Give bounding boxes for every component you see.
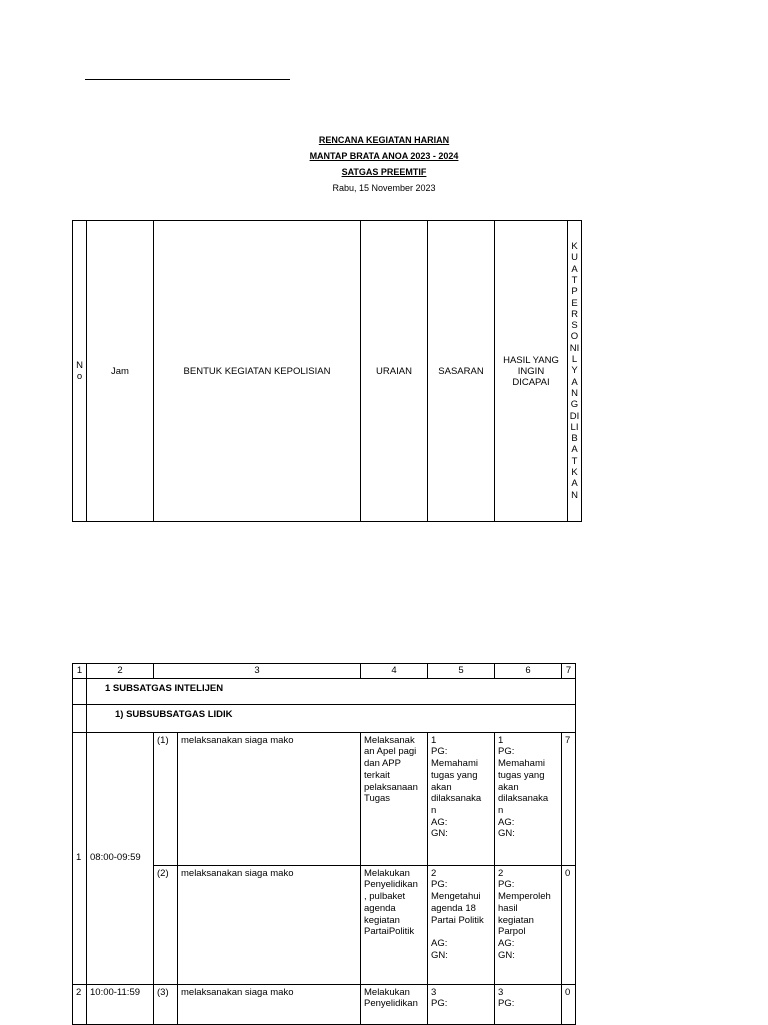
signature-line [85, 79, 290, 80]
header-jam: Jam [87, 221, 154, 522]
header-table [72, 220, 582, 522]
col-number: 6 [495, 664, 562, 679]
activity-table [72, 663, 576, 1025]
row-index: (3) [154, 984, 178, 1024]
column-number-row [73, 664, 576, 679]
subsection-heading: 1) SUBSUBSATGAS LIDIK [87, 704, 576, 732]
row-hasil: 3 PG: [495, 984, 562, 1024]
table-row [73, 984, 576, 1024]
col-number: 2 [87, 664, 154, 679]
row-uraian: Melakukan Penyelidikan [361, 984, 428, 1024]
title-line-1: RENCANA KEGIATAN HARIAN [318, 135, 450, 145]
table-row [73, 732, 576, 865]
row-kegiatan: melaksanakan siaga mako [178, 865, 361, 984]
header-no: No [73, 221, 87, 522]
row-uraian: Melaksanak an Apel pagi dan APP terkait pelaksanaan Tugas [361, 732, 428, 865]
title-date: Rabu, 15 November 2023 [332, 183, 436, 193]
document-title [0, 132, 768, 196]
row-hasil: 1 PG: Memahami tugas yang akan dilaksanaka n AG: GN: [495, 732, 562, 865]
row-kegiatan: melaksanakan siaga mako [178, 984, 361, 1024]
header-hasil: HASIL YANG INGIN DICAPAI [495, 221, 568, 522]
col-number: 3 [154, 664, 361, 679]
row-jam: 08:00-09:59 [87, 732, 154, 984]
row-sasaran: 2 PG: Mengetahui agenda 18 Partai Politik AG: GN: [428, 865, 495, 984]
row-hasil: 2 PG: Memperoleh hasil kegiatan Parpol AG: GN: [495, 865, 562, 984]
row-kuat: 7 [562, 732, 576, 865]
col-number: 7 [562, 664, 576, 679]
row-kegiatan: melaksanakan siaga mako [178, 732, 361, 865]
row-index: (1) [154, 732, 178, 865]
title-line-2: MANTAP BRATA ANOA 2023 - 2024 [309, 151, 459, 161]
header-bentuk: BENTUK KEGIATAN KEPOLISIAN [154, 221, 361, 522]
col-number: 1 [73, 664, 87, 679]
row-uraian: Melakukan Penyelidikan , pulbaket agenda kegiatan PartaiPolitik [361, 865, 428, 984]
header-kuat: KUATPERSONILYANGDILIBATKAN [568, 221, 582, 522]
section-heading: 1 SUBSATGAS INTELIJEN [87, 678, 576, 704]
row-kuat: 0 [562, 865, 576, 984]
row-sasaran: 1 PG: Memahami tugas yang akan dilaksanaka n AG: GN: [428, 732, 495, 865]
row-kuat: 0 [562, 984, 576, 1024]
row-sasaran: 3 PG: [428, 984, 495, 1024]
header-sasaran: SASARAN [428, 221, 495, 522]
header-uraian: URAIAN [361, 221, 428, 522]
title-line-3: SATGAS PREEMTIF [341, 167, 427, 177]
row-no: 2 [73, 984, 87, 1024]
col-number: 5 [428, 664, 495, 679]
row-no: 1 [73, 732, 87, 984]
row-index: (2) [154, 865, 178, 984]
col-number: 4 [361, 664, 428, 679]
row-jam: 10:00-11:59 [87, 984, 154, 1024]
